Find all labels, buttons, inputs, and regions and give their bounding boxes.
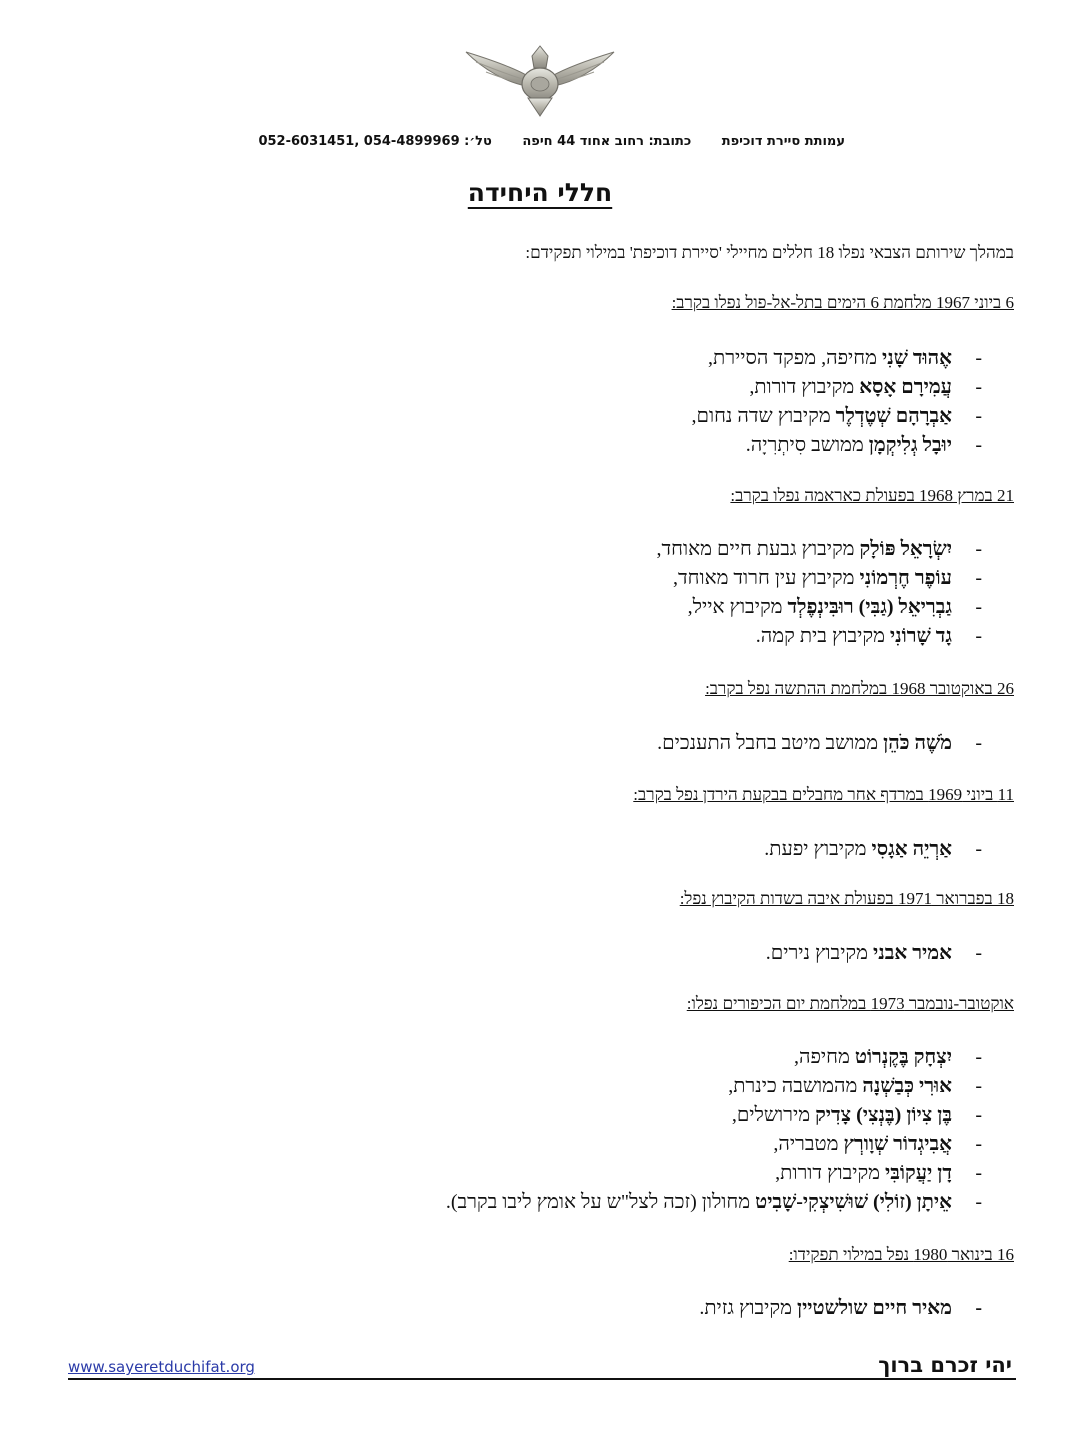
winged-emblem-icon — [462, 42, 618, 120]
list-item: - בֶּן צִיוֹן (בֶּנְצִי) צָדִיק מירושלים, — [731, 1104, 982, 1126]
org-phone: טל׳: 054-4899969 ,052-6031451 — [258, 134, 492, 149]
fallen-origin: מקיבוץ עין חרוד מאוחד, — [673, 567, 860, 589]
fallen-name: גַבְרִיאֵל (גַבִּי) רוּבִּינְפֶלְד — [787, 596, 952, 618]
footer-divider — [68, 1378, 1016, 1380]
intro-paragraph: במהלך שירותם הצבאי נפלו 18 חללים מחיילי 'סיירת דוכיפת' במילוי תפקידם: — [525, 243, 1014, 262]
fallen-origin: מירושלים, — [731, 1104, 816, 1126]
fallen-origin: מקיבוץ דורות, — [749, 376, 860, 398]
fallen-list — [222, 729, 982, 758]
fallen-name: אמיר אבני — [873, 942, 952, 964]
fallen-list — [222, 939, 982, 968]
fallen-origin: מקיבוץ אייל, — [687, 596, 788, 618]
website-link[interactable]: www.sayeretduchifat.org — [68, 1358, 255, 1376]
list-item: - גַבְרִיאֵל (גַבִּי) רוּבִּינְפֶלְד מקיבוץ אייל, — [687, 596, 982, 618]
fallen-list — [222, 344, 982, 460]
list-item: - יִשְׂרָאֵל פּוֹלָק מקיבוץ גבעת חיים מאוחד, — [656, 538, 982, 560]
section-date: 26 באוקטובר 1968 במלחמת ההתשה נפל בקרב: — [705, 679, 1014, 698]
fallen-origin: ממושב סִיתְרִיָה. — [745, 434, 869, 456]
fallen-name: יִשְׂרָאֵל פּוֹלָק — [859, 538, 952, 560]
fallen-name: עוֹפֶר חֶרְמוֹנִי — [859, 567, 952, 589]
fallen-name: מאיר חיים שולשטיין — [796, 1297, 952, 1319]
list-item: - עֲמִירָם אָסָא מקיבוץ דורות, — [749, 376, 982, 398]
fallen-name: מֹשֶׁה כֹּהֵן — [883, 732, 952, 754]
fallen-name: אֵיתָן (זוֹלִי) שׁוּשִׁיצְקִי-שָׁבִיט — [755, 1191, 952, 1213]
fallen-name: עֲמִירָם אָסָא — [859, 376, 952, 398]
fallen-origin: מקיבוץ שדה נחום, — [691, 405, 836, 427]
fallen-origin: מחולון (זכה לצל"ש על אומץ ליבו בקרב). — [445, 1191, 756, 1213]
fallen-origin: מקיבוץ יפעת. — [764, 838, 872, 860]
fallen-name: גָד שָׁרוֹנִי — [889, 625, 952, 647]
section-date: 16 בינואר 1980 נפל במילוי תפקידו: — [788, 1245, 1014, 1264]
fallen-list — [222, 835, 982, 864]
fallen-origin: מחיפה, — [793, 1046, 855, 1068]
fallen-name: אוּרִי כְּבַשְׁנָה — [862, 1075, 952, 1097]
list-item: - יִצְחָק בֶּקֶנְרוֹט מחיפה, — [793, 1046, 982, 1068]
section-date: 11 ביוני 1969 במרדף אחר מחבלים בבקעת הירדן נפל בקרב: — [633, 785, 1014, 804]
fallen-list — [222, 1043, 982, 1217]
section-date: 18 בפברואר 1971 בפעולת איבה בשדות הקיבוץ נפל: — [679, 889, 1014, 908]
memorial-text: יהי זכרם ברוך — [878, 1353, 1012, 1377]
list-item: - אַבְרָהָם שְׁטֶדְלֶר מקיבוץ שדה נחום, — [691, 405, 982, 427]
page-title: חללי היחידה — [467, 178, 613, 207]
fallen-origin: ממושב מיטב בחבל התענכים. — [657, 732, 884, 754]
list-item: - אֶהוּד שָׁנִי מחיפה, מפקד הסיירת, — [708, 347, 982, 369]
fallen-origin: מחיפה, מפקד הסיירת, — [708, 347, 882, 369]
org-address: כתובת: רחוב אחוד 44 חיפה — [522, 134, 692, 149]
fallen-origin: מקיבוץ בית קמה. — [755, 625, 890, 647]
fallen-origin: מהמושבה כינרת, — [728, 1075, 863, 1097]
fallen-name: דָן יַעֲקוֹבִּי — [885, 1162, 952, 1184]
fallen-list — [222, 1294, 982, 1323]
fallen-origin: מקיבוץ גזית. — [699, 1297, 797, 1319]
fallen-name: בֶּן צִיוֹן (בֶּנְצִי) צָדִיק — [815, 1104, 952, 1126]
fallen-name: אֲבִיגְדוֹר שְׁוָורְץ — [843, 1133, 952, 1155]
fallen-origin: מטבריה, — [773, 1133, 844, 1155]
list-item: - מֹשֶׁה כֹּהֵן ממושב מיטב בחבל התענכים. — [657, 732, 982, 754]
fallen-name: אַבְרָהָם שְׁטֶדְלֶר — [835, 405, 952, 427]
list-item: - אֲבִיגְדוֹר שְׁוָורְץ מטבריה, — [773, 1133, 982, 1155]
section-date: אוקטובר-נובמבר 1973 במלחמת יום הכיפורים נפלו: — [686, 994, 1014, 1013]
list-item: - דָן יַעֲקוֹבִּי מקיבוץ דורות, — [775, 1162, 982, 1184]
fallen-origin: מקיבוץ דורות, — [775, 1162, 886, 1184]
fallen-name: אַרְיֵה אַגָסִי — [871, 838, 952, 860]
fallen-name: אֶהוּד שָׁנִי — [882, 347, 952, 369]
list-item: - יוּבָל גְלִיקְמָן ממושב סִיתְרִיָה. — [745, 434, 982, 456]
fallen-list — [222, 535, 982, 651]
list-item: - גָד שָׁרוֹנִי מקיבוץ בית קמה. — [755, 625, 982, 647]
list-item: - אַרְיֵה אַגָסִי מקיבוץ יפעת. — [764, 838, 982, 860]
list-item: - עוֹפֶר חֶרְמוֹנִי מקיבוץ עין חרוד מאוחד, — [673, 567, 982, 589]
section-date: 6 ביוני 1967 מלחמת 6 הימים בתל-אל-פול נפלו בקרב: — [671, 293, 1014, 312]
section-date: 21 במרץ 1968 בפעולת כאראמה נפלו בקרב: — [730, 486, 1014, 505]
list-item: - אֵיתָן (זוֹלִי) שׁוּשִׁיצְקִי-שָׁבִיט מחולון (זכה לצל"ש על אומץ ליבו בקרב). — [445, 1191, 982, 1213]
fallen-origin: מקיבוץ גבעת חיים מאוחד, — [656, 538, 860, 560]
fallen-origin: מקיבוץ נירים. — [765, 942, 873, 964]
fallen-name: יוּבָל גְלִיקְמָן — [868, 434, 952, 456]
fallen-name: יִצְחָק בֶּקֶנְרוֹט — [854, 1046, 952, 1068]
org-name: עמותת סיירת דוכיפת — [721, 134, 845, 149]
list-item: - אוּרִי כְּבַשְׁנָה מהמושבה כינרת, — [728, 1075, 982, 1097]
organization-header — [200, 134, 845, 149]
list-item: - מאיר חיים שולשטיין מקיבוץ גזית. — [699, 1297, 982, 1319]
list-item: - אמיר אבני מקיבוץ נירים. — [765, 942, 982, 964]
